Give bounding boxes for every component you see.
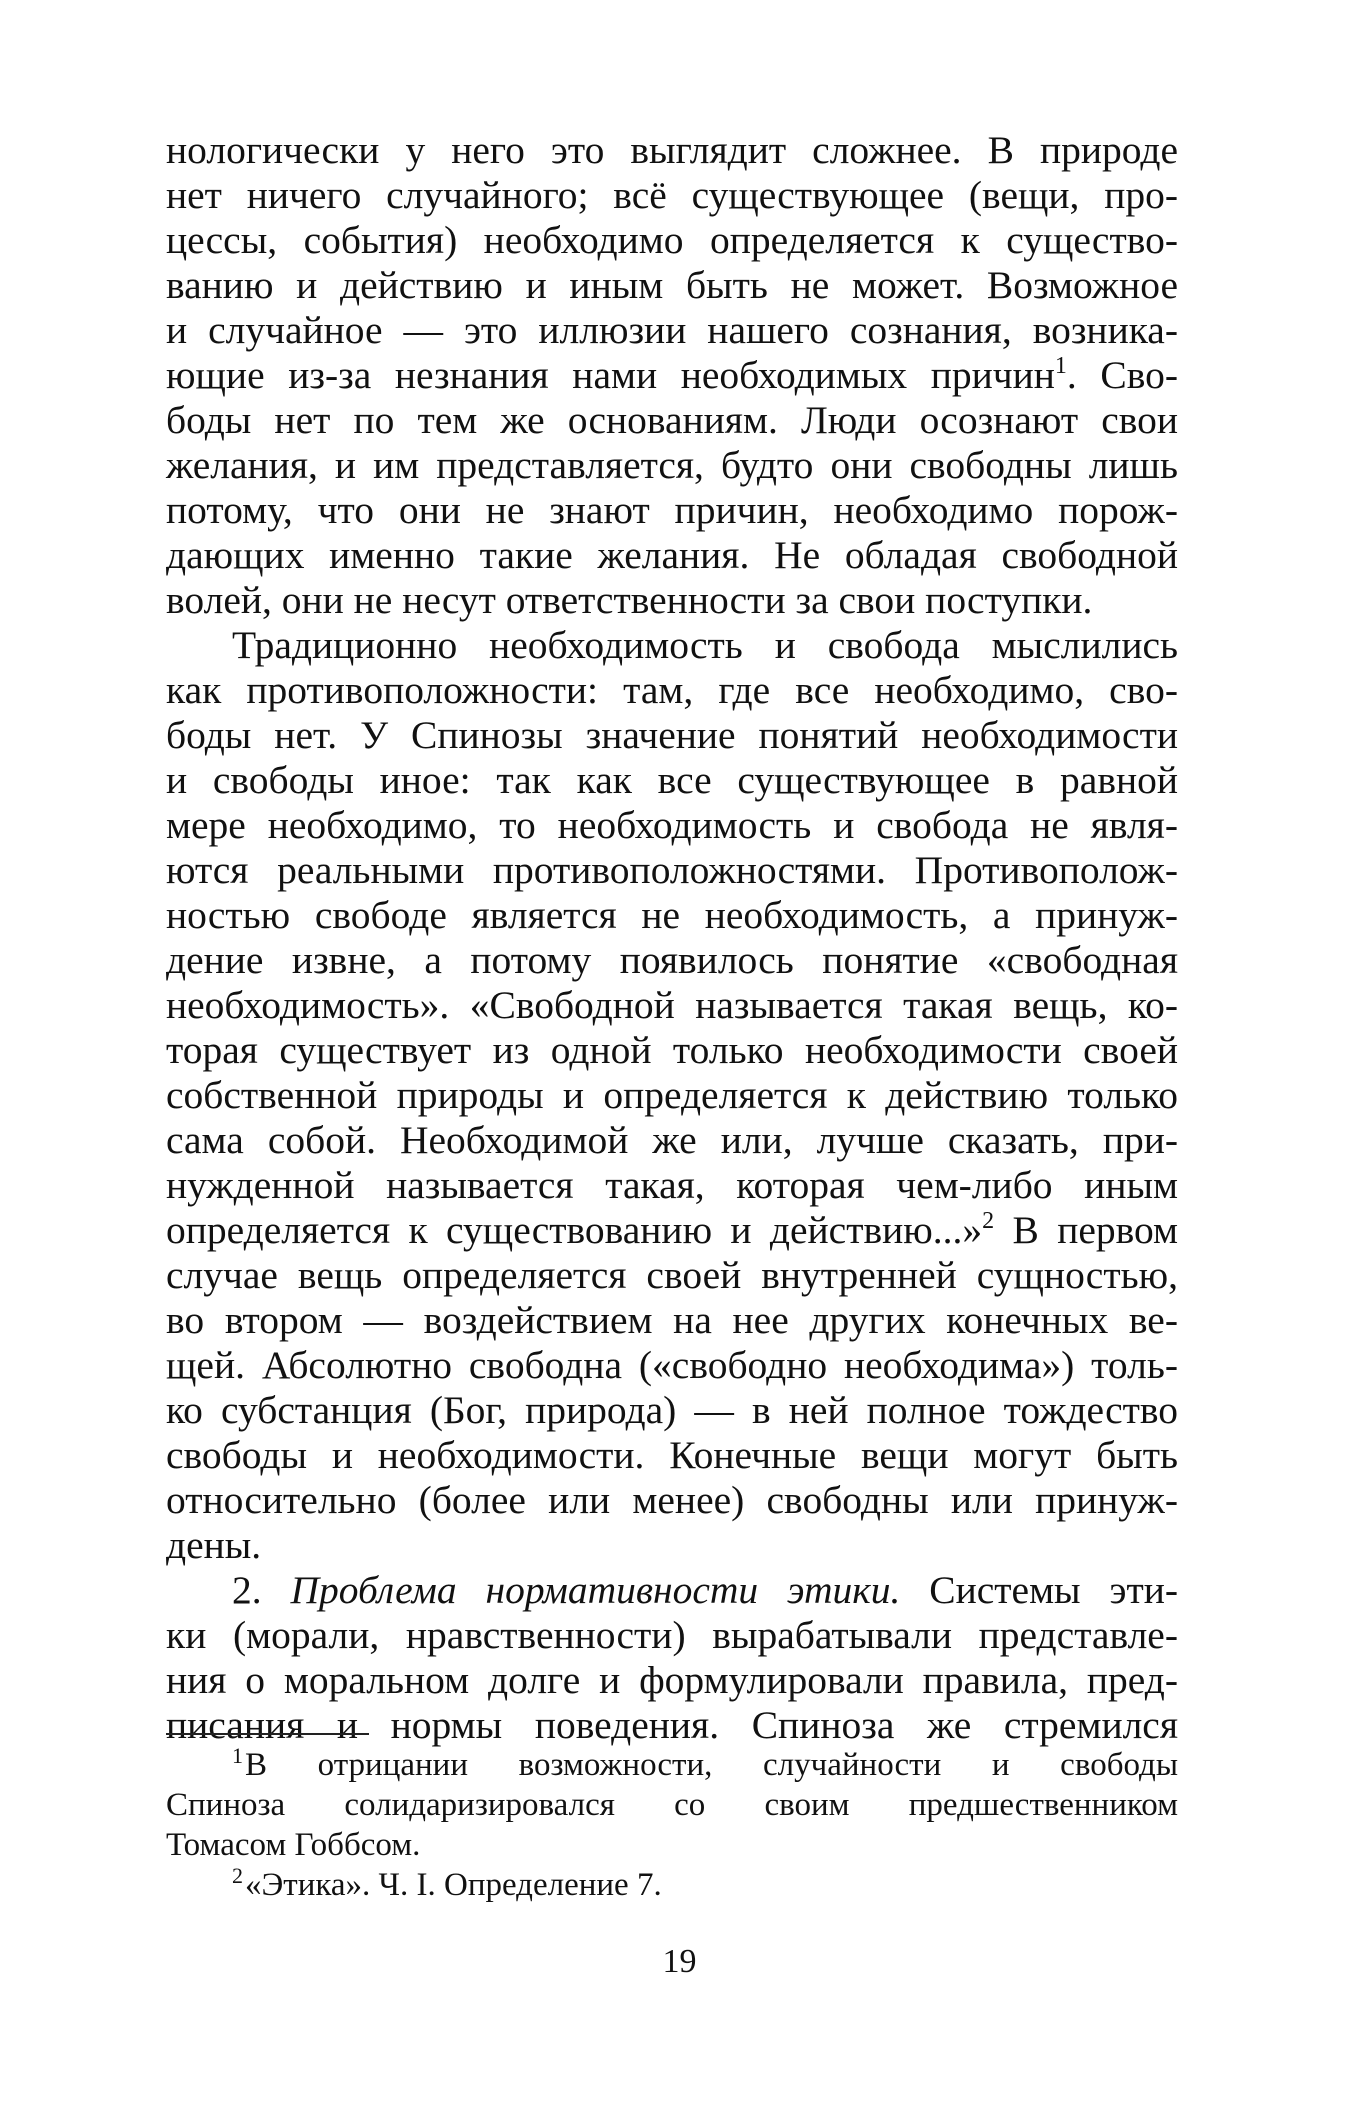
text-line: боды нет. У Спинозы значение понятий необходимости xyxy=(166,713,1178,757)
text-line: ки (морали, нравственности) вырабатывали представле- xyxy=(166,1613,1178,1657)
text-line: сама собой. Необходимой же или, лучше сказать, при- xyxy=(166,1118,1178,1162)
footnote-line xyxy=(166,1865,1178,1905)
text-line: щей. Абсолютно свободна («свободно необходима») толь- xyxy=(166,1343,1178,1387)
text-fragment: Системы эти- xyxy=(900,1568,1179,1612)
text-line: и свободы иное: так как все существующее в равной xyxy=(166,758,1178,802)
footnote-mark: 2 xyxy=(232,1863,243,1888)
text-line: как противоположности: там, где все необходимо, сво- xyxy=(166,668,1178,712)
section-number: 2. xyxy=(232,1568,291,1612)
text-line: и случайное — это иллюзии нашего сознания, возника- xyxy=(166,308,1178,352)
text-line: ностью свободе является не необходимость, а принуж- xyxy=(166,893,1178,937)
text-line: ния о моральном долге и формулировали правила, пред- xyxy=(166,1658,1178,1702)
text-line: ванию и действию и иным быть не может. Возможное xyxy=(166,263,1178,307)
text-line: боды нет по тем же основаниям. Люди осознают свои xyxy=(166,398,1178,442)
footnote-mark: 1 xyxy=(232,1743,243,1768)
text-fragment: В первом xyxy=(994,1208,1178,1252)
text-line: необходимость». «Свободной называется такая вещь, ко- xyxy=(166,983,1178,1027)
text-line: дение извне, а потому появилось понятие «свободная xyxy=(166,938,1178,982)
text-line: дены. xyxy=(166,1523,262,1567)
text-line: потому, что они не знают причин, необходимо порож- xyxy=(166,488,1178,532)
text-line: торая существует из одной только необходимости своей xyxy=(166,1028,1178,1072)
text-line: мере необходимо, то необходимость и свобода не явля- xyxy=(166,803,1178,847)
text-line: нологически у него это выглядит сложнее. В природе xyxy=(166,128,1178,172)
footnotes xyxy=(166,1745,1178,1905)
text-line: относительно (более или менее) свободны или принуж- xyxy=(166,1478,1178,1522)
text-line: цессы, события) необходимо определяется к существо- xyxy=(166,218,1178,262)
footnote-reference[interactable]: 2 xyxy=(982,1208,995,1234)
text-line xyxy=(166,353,1178,398)
text-fragment: . Сво- xyxy=(1066,353,1178,397)
footnote-divider xyxy=(166,1733,369,1735)
text-line: нет ничего случайного; всё существующее (вещи, про- xyxy=(166,173,1178,217)
footnote-line xyxy=(166,1745,1178,1785)
text-fragment: ющие из-за незнания нами необходимых причин xyxy=(166,353,1055,397)
text-line: желания, и им представляется, будто они свободны лишь xyxy=(166,443,1178,487)
page-number: 19 xyxy=(662,1943,697,1980)
text-line: ются реальными противоположностями. Противополож- xyxy=(166,848,1178,892)
footnote-line: Томасом Гоббсом. xyxy=(166,1827,421,1863)
footnote-line: Спиноза солидаризировался со своим предшественником xyxy=(166,1787,1178,1823)
section-heading: Проблема нормативности этики. xyxy=(290,1568,901,1612)
text-line: свободы и необходимости. Конечные вещи могут быть xyxy=(166,1433,1178,1477)
text-line: волей, они не несут ответственности за свои поступки. xyxy=(166,578,1093,622)
text-line xyxy=(166,1568,1178,1613)
footnote-text: «Этика». Ч. I. Определение 7. xyxy=(245,1867,662,1903)
text-line: писания и нормы поведения. Спиноза же стремился xyxy=(166,1703,1178,1747)
main-text xyxy=(166,128,1178,1748)
text-line: ко субстанция (Бог, природа) — в ней полное тождество xyxy=(166,1388,1178,1432)
text-line xyxy=(166,1208,1178,1253)
text-line: нужденной называется такая, которая чем-либо иным xyxy=(166,1163,1178,1207)
text-line: во втором — воздействием на нее других конечных ве- xyxy=(166,1298,1178,1342)
text-line: дающих именно такие желания. Не обладая свободной xyxy=(166,533,1178,577)
text-line: собственной природы и определяется к действию только xyxy=(166,1073,1178,1117)
text-line: Традиционно необходимость и свобода мыслились xyxy=(232,623,1178,667)
text-line: случае вещь определяется своей внутренней сущностью, xyxy=(166,1253,1178,1297)
footnote-text: В отрицании возможности, случайности и свободы xyxy=(245,1747,1178,1783)
footnote-reference[interactable]: 1 xyxy=(1054,353,1067,379)
text-fragment: определяется к существованию и действию...» xyxy=(166,1208,983,1252)
